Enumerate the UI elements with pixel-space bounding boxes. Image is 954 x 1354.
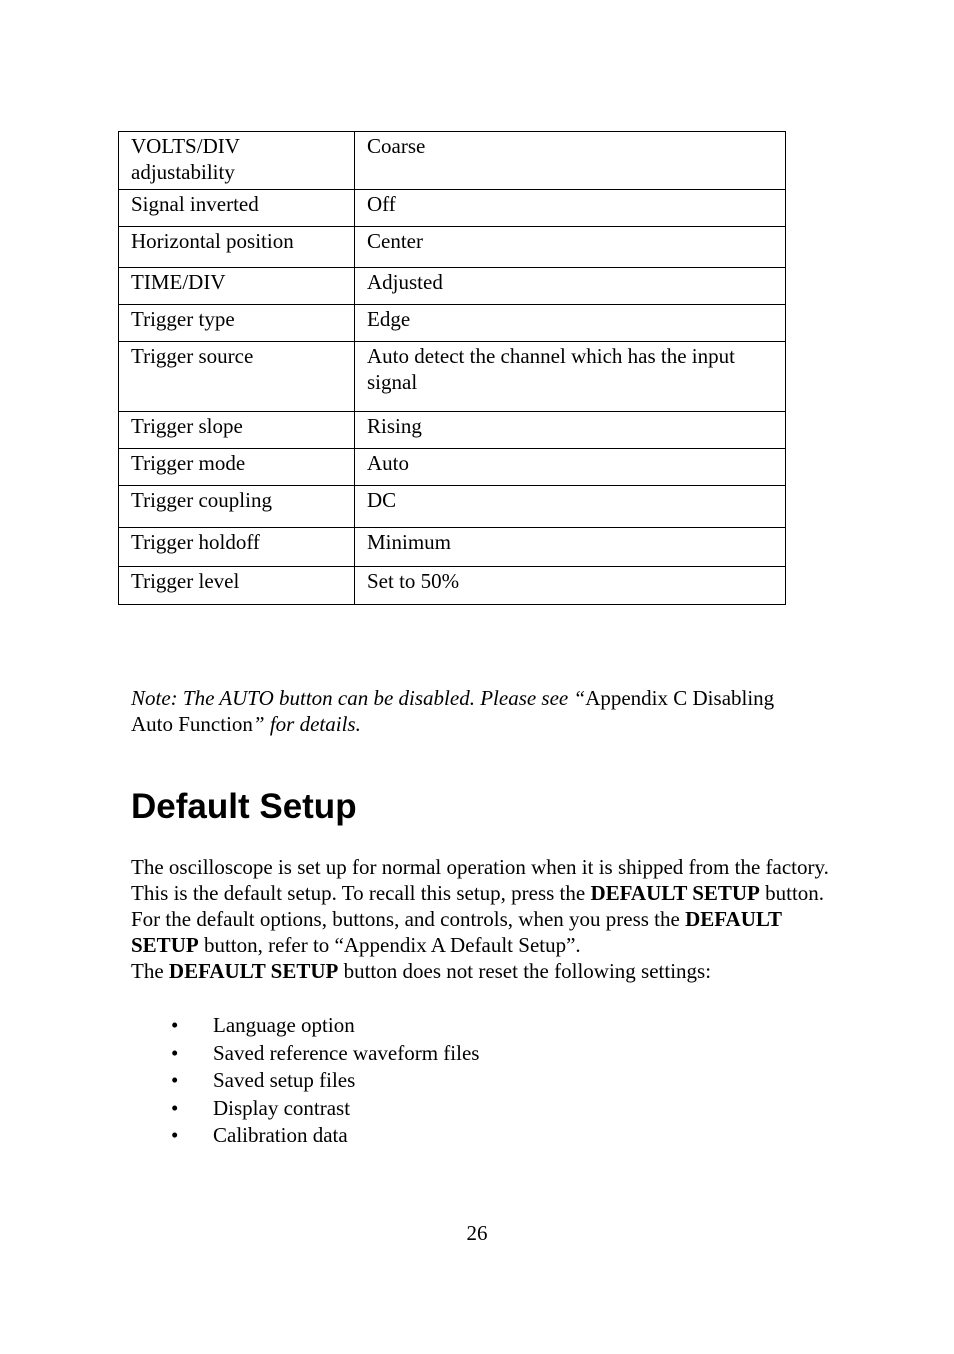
table-row bbox=[119, 227, 786, 268]
page-number: 26 bbox=[466, 1221, 488, 1245]
default-setup-label: DEFAULT SETUP bbox=[590, 881, 760, 905]
bullet-icon: • bbox=[171, 1068, 179, 1092]
note-reference: Appendix C Disabling Auto Function bbox=[131, 686, 775, 736]
para-text: button. For the default options, buttons, and controls, when you press the bbox=[131, 881, 825, 931]
table-row bbox=[119, 567, 786, 605]
setting-name: Trigger source bbox=[119, 342, 355, 412]
settings-table bbox=[118, 131, 786, 605]
setting-name: Horizontal position bbox=[119, 227, 355, 268]
list-item: • Saved reference waveform files bbox=[131, 1040, 479, 1068]
default-setup-label: DEFAULT SETUP bbox=[168, 959, 339, 983]
bullet-icon: • bbox=[171, 1123, 179, 1147]
non-reset-settings-list bbox=[131, 1012, 479, 1150]
list-item: • Saved setup files bbox=[131, 1067, 479, 1095]
table-row bbox=[119, 268, 786, 305]
table-row bbox=[119, 528, 786, 567]
setting-name: TIME/DIV bbox=[119, 268, 355, 305]
setting-name: VOLTS/DIV adjustability bbox=[119, 132, 355, 190]
table-row bbox=[119, 190, 786, 227]
setting-value: Auto bbox=[355, 449, 786, 486]
para-text: button does not reset the following settings: bbox=[338, 959, 712, 983]
setting-value: Coarse bbox=[355, 132, 786, 190]
setting-value: Edge bbox=[355, 305, 786, 342]
setting-name: Trigger type bbox=[119, 305, 355, 342]
setting-value: DC bbox=[355, 486, 786, 528]
table-row bbox=[119, 342, 786, 412]
table-row bbox=[119, 449, 786, 486]
setting-name: Trigger mode bbox=[119, 449, 355, 486]
setting-value: Off bbox=[355, 190, 786, 227]
setting-name: Trigger holdoff bbox=[119, 528, 355, 567]
para-text: button, refer to “Appendix A Default Setup”. bbox=[198, 933, 581, 957]
default-setup-label: DEFAULT SETUP bbox=[131, 907, 782, 957]
setting-value: Rising bbox=[355, 412, 786, 449]
note-suffix: ” for details. bbox=[252, 712, 361, 736]
table-row bbox=[119, 486, 786, 528]
table-row bbox=[119, 305, 786, 342]
setting-name: Trigger coupling bbox=[119, 486, 355, 528]
default-setup-description bbox=[131, 854, 831, 984]
setting-value: Adjusted bbox=[355, 268, 786, 305]
setting-value: Center bbox=[355, 227, 786, 268]
setting-value: Set to 50% bbox=[355, 567, 786, 605]
list-item: • Calibration data bbox=[131, 1122, 479, 1150]
bullet-icon: • bbox=[171, 1013, 179, 1037]
list-item: • Language option bbox=[131, 1012, 479, 1040]
setting-value: Minimum bbox=[355, 528, 786, 567]
bullet-icon: • bbox=[171, 1095, 179, 1120]
section-heading: Default Setup bbox=[131, 787, 357, 826]
note-prefix: Note: The AUTO button can be disabled. Please see “ bbox=[131, 686, 586, 710]
auto-disable-note bbox=[131, 685, 811, 737]
table-row bbox=[119, 132, 786, 190]
setting-name: Trigger level bbox=[119, 567, 355, 605]
bullet-icon: • bbox=[171, 1040, 179, 1065]
table-row bbox=[119, 412, 786, 449]
setting-name: Signal inverted bbox=[119, 190, 355, 227]
list-item: • Display contrast bbox=[131, 1095, 479, 1123]
setting-name: Trigger slope bbox=[119, 412, 355, 449]
setting-value: Auto detect the channel which has the input signal bbox=[355, 342, 786, 412]
para-text: The bbox=[131, 959, 169, 983]
para-text: The oscilloscope is set up for normal operation when it is shipped from the factory. This is the default setup. To recall this setup, press the bbox=[131, 855, 829, 905]
